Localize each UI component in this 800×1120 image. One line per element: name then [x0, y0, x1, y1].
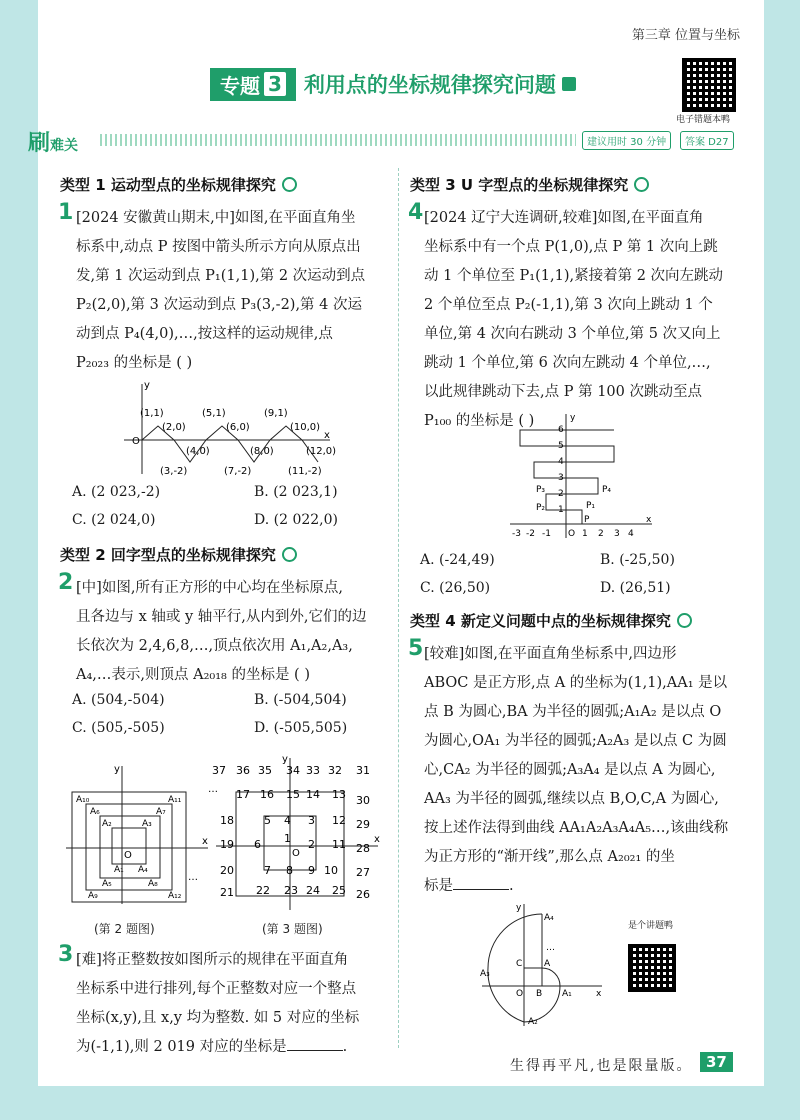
q3-number: 10 — [324, 864, 338, 877]
q2-option-c[interactable]: C. (505,-505) — [72, 720, 165, 736]
q2-option-b[interactable]: B. (-504,504) — [254, 692, 347, 708]
q3-number: 37 — [212, 764, 226, 777]
type-3-label: 类型 3 U 字型点的坐标规律探究 — [410, 176, 629, 194]
q3-num: 3 — [58, 942, 74, 967]
q2-line: A₄,…表示,则顶点 A₂₀₁₈ 的坐标是 ( ) — [76, 667, 310, 683]
q2-vertex-label: A₉ — [88, 891, 98, 901]
q3-number: 19 — [220, 838, 234, 851]
q1-pt-label: (12,0) — [306, 446, 337, 457]
q3-number: 33 — [306, 764, 320, 777]
q3-number: 5 — [264, 814, 271, 827]
q5-point-label: B — [536, 989, 543, 999]
q4-point-label: P₃ — [536, 485, 546, 495]
q5-point-label: A₁ — [562, 989, 572, 999]
target-icon — [282, 547, 297, 562]
q1-pt-label: (5,1) — [202, 408, 226, 419]
q1-pt-label: (8,0) — [250, 446, 274, 457]
q3-number — [58, 942, 73, 967]
q3-x: x — [374, 834, 380, 845]
q3-number: 4 — [284, 814, 291, 827]
q5-origin: O — [516, 989, 524, 999]
q4-figure — [506, 410, 656, 540]
puzzle-icon — [562, 77, 576, 91]
q2-vertex-label: A₅ — [102, 879, 112, 889]
q5-y: y — [516, 903, 522, 913]
q2-num: 2 — [58, 570, 74, 595]
q1-pt-label: (11,-2) — [288, 466, 322, 477]
q2-figure — [62, 762, 212, 912]
topic-number: 3 — [264, 72, 286, 96]
q2-vertex-label: A₈ — [148, 879, 158, 889]
q5-point-label: C — [516, 959, 523, 969]
q4-tick: 4 — [628, 529, 634, 539]
type-4-label: 类型 4 新定义问题中点的坐标规律探究 — [410, 612, 671, 630]
q3-number: 8 — [286, 864, 293, 877]
q5-line: AA₃ 为半径的圆弧,继续以点 B,O,C,A 为圆心, — [424, 791, 719, 807]
q5-line: 为圆心,OA₁ 为半径的圆弧;A₂A₃ 是以点 C 为圆 — [424, 733, 727, 749]
q4-tick: 3 — [558, 473, 564, 483]
q5-text — [424, 640, 750, 901]
q4-line: 动 1 个单位至 P₁(1,1),紧接着第 2 次向左跳动 — [424, 268, 724, 284]
q2-vertex-label: A₁₁ — [168, 795, 182, 805]
q4-tick: -3 — [512, 529, 521, 539]
q3-line: 为(-1,1),则 2 019 对应的坐标是 — [76, 1039, 287, 1055]
footer-bar — [0, 1086, 800, 1120]
q3-number: 35 — [258, 764, 272, 777]
q2-y: y — [114, 764, 120, 775]
q1-line: 动到点 P₄(4,0),…,按这样的运动规律,点 — [76, 326, 333, 342]
q2-vertex-label: A₆ — [90, 807, 100, 817]
type-2-label: 类型 2 回字型点的坐标规律探究 — [60, 546, 276, 564]
q3-number: 32 — [328, 764, 342, 777]
q2-number — [58, 570, 73, 595]
q3-number: 26 — [356, 888, 370, 901]
topic-tag — [210, 68, 296, 101]
q3-last-line: 为(-1,1),则 2 019 对应的坐标是 . — [76, 1033, 388, 1062]
q2-origin: O — [124, 850, 132, 861]
q5-line: 标是 — [424, 878, 453, 894]
qr-code-icon[interactable] — [682, 58, 736, 112]
q2-caption: (第 2 题图) — [94, 922, 155, 936]
column-divider — [398, 168, 399, 1048]
q4-tick: 5 — [558, 441, 564, 451]
q1-pt-label: (9,1) — [264, 408, 288, 419]
brush-main: 刷 — [28, 131, 51, 156]
q2-vertex-label: A₇ — [156, 807, 166, 817]
q3-number: 17 — [236, 788, 250, 801]
q4-tick: 2 — [558, 489, 564, 499]
chapter-header: 第三章 位置与坐标 — [631, 28, 740, 43]
q5-point-label: A₃ — [480, 969, 490, 979]
q3-number: 3 — [308, 814, 315, 827]
q3-text — [76, 946, 388, 1062]
q3-number: 15 — [286, 788, 300, 801]
topic-title-text: 利用点的坐标规律探究问题 — [303, 73, 556, 97]
target-icon — [677, 613, 692, 628]
q3-number: 12 — [332, 814, 346, 827]
q2-line: 且各边与 x 轴或 y 轴平行,从内到外,它们的边 — [76, 609, 367, 625]
q2-vertex-label: A₁₀ — [76, 795, 90, 805]
q1-num: 1 — [58, 200, 74, 225]
q2-vertex-label: A₁₂ — [168, 891, 182, 901]
q1-line: 发,第 1 次运动到点 P₁(1,1),第 2 次运动到点 — [76, 268, 366, 284]
q3-number: 14 — [306, 788, 320, 801]
q2-vertex-label: A₁ — [114, 865, 124, 875]
q3-ellipsis: … — [208, 784, 218, 795]
q3-number: 27 — [356, 866, 370, 879]
q4-line: P₁₀₀ 的坐标是 ( ) — [424, 413, 535, 429]
q1-option-d[interactable]: D. (2 022,0) — [254, 512, 338, 528]
q2-option-d[interactable]: D. (-505,505) — [254, 720, 348, 736]
q5-figure — [476, 900, 606, 1030]
q4-point-label: P — [584, 515, 590, 525]
type-4-heading — [410, 610, 692, 631]
q5-line: 为正方形的“渐开线”,那么点 A₂₀₂₁ 的坐 — [424, 849, 675, 865]
q2-option-a[interactable]: A. (504,-504) — [72, 692, 165, 708]
footer-motto: 生得再平凡,也是限量版。 — [510, 1058, 693, 1074]
q3-number: 9 — [308, 864, 315, 877]
q1-line: 标系中,动点 P 按图中箭头所示方向从原点出 — [76, 239, 361, 255]
q4-origin: O — [568, 529, 576, 539]
q3-number: 30 — [356, 794, 370, 807]
q3-number: 23 — [284, 884, 298, 897]
q3-number: 16 — [260, 788, 274, 801]
type-1-label: 类型 1 运动型点的坐标规律探究 — [60, 176, 276, 194]
q2-ellipsis: … — [188, 872, 198, 883]
q3-number: 34 — [286, 764, 300, 777]
q3-number: 36 — [236, 764, 250, 777]
q3-number: 1 — [284, 832, 291, 845]
q1-text — [76, 204, 388, 378]
q2-line: 长依次为 2,4,6,8,…,顶点依次用 A₁,A₂,A₃, — [76, 638, 353, 654]
q5-line: ABOC 是正方形,点 A 的坐标为(1,1),AA₁ 是以 — [424, 675, 728, 691]
decor-stripe — [100, 134, 576, 146]
q1-option-c[interactable]: C. (2 024,0) — [72, 512, 156, 528]
q3-caption: (第 3 题图) — [262, 922, 323, 936]
q2-vertex-label: A₃ — [142, 819, 152, 829]
q4-tick: 1 — [582, 529, 588, 539]
type-1-heading — [60, 174, 297, 195]
q3-number: 7 — [264, 864, 271, 877]
q4-point-label: P₄ — [602, 485, 612, 495]
q4-tick: -1 — [542, 529, 551, 539]
q4-line: 跳动 1 个单位,第 6 次向左跳动 4 个单位,…, — [424, 355, 711, 371]
q5-x: x — [596, 989, 602, 999]
q3-line: 坐标(x,y),且 x,y 均为整数. 如 5 对应的坐标 — [76, 1010, 360, 1026]
q1-option-a[interactable]: A. (2 023,-2) — [72, 484, 161, 500]
q1-option-b[interactable]: B. (2 023,1) — [254, 484, 338, 500]
brush-sub: 难关 — [50, 138, 79, 154]
q3-line: [难]将正整数按如图所示的规律在平面直角 — [76, 952, 349, 968]
q4-line: 2 个单位至点 P₂(-1,1),第 3 次向上跳动 1 个 — [424, 297, 713, 313]
q1-line: [2024 安徽黄山期末,中]如图,在平面直角坐 — [76, 210, 356, 226]
q1-pt-label: (1,1) — [140, 408, 164, 419]
q4-y: y — [570, 413, 576, 423]
q3-answer-blank[interactable] — [287, 1036, 343, 1051]
q1-line: P₂₀₂₃ 的坐标是 ( ) — [76, 355, 193, 371]
q3-number: 11 — [332, 838, 346, 851]
q5-point-label: A — [544, 959, 551, 969]
q3-number: 22 — [256, 884, 270, 897]
q5-number — [408, 636, 423, 661]
q1-pt-label: (6,0) — [226, 422, 250, 433]
q5-line: 点 B 为圆心,BA 为半径的圆弧;A₁A₂ 是以点 O — [424, 704, 722, 720]
q1-pt-label: (7,-2) — [224, 466, 252, 477]
q1-origin: O — [132, 436, 140, 447]
q4-line: 以此规律跳动下去,点 P 第 100 次跳动至点 — [424, 384, 702, 400]
q5-line: [较难]如图,在平面直角坐标系中,四边形 — [424, 646, 677, 662]
q4-option-c[interactable]: C. (26,50) — [420, 580, 491, 596]
q4-x: x — [646, 515, 652, 525]
q1-y: y — [144, 380, 150, 391]
q2-text — [76, 574, 388, 690]
q4-tick: 6 — [558, 425, 564, 435]
target-icon — [634, 177, 649, 192]
q4-tick: 1 — [558, 505, 564, 515]
q1-pt-label: (2,0) — [162, 422, 186, 433]
q4-line: 坐标系中有一个点 P(1,0),点 P 第 1 次向上跳 — [424, 239, 718, 255]
page-number: 37 — [700, 1052, 733, 1072]
type-2-heading — [60, 544, 297, 565]
q3-number: 6 — [254, 838, 261, 851]
q1-line: P₂(2,0),第 3 次运动到点 P₃(3,-2),第 4 次运 — [76, 297, 362, 313]
q3-number: 20 — [220, 864, 234, 877]
q4-line: 单位,第 4 次向右跳动 3 个单位,第 5 次又向上 — [424, 326, 721, 342]
topic-title — [210, 68, 576, 100]
q4-text — [424, 204, 750, 436]
q5-ellipsis: … — [546, 943, 555, 953]
type-3-heading — [410, 174, 649, 195]
q3-number: 24 — [306, 884, 320, 897]
q4-num: 4 — [408, 200, 424, 225]
topic-tag-label: 专题 — [220, 73, 260, 98]
q4-point-label: P₁ — [586, 501, 596, 511]
answer-ref: 答案 D27 — [680, 131, 734, 150]
q5-last-line: 标是 . — [424, 872, 750, 901]
q3-number: 18 — [220, 814, 234, 827]
q3-number: 28 — [356, 842, 370, 855]
qr-label-2: 是个讲题鸭 — [628, 921, 674, 931]
q4-tick: 4 — [558, 457, 564, 467]
q4-tick: 2 — [598, 529, 604, 539]
q1-figure — [110, 378, 340, 478]
q3-number: 25 — [332, 884, 346, 897]
q4-option-b[interactable]: B. (-25,50) — [600, 552, 675, 568]
q4-option-d[interactable]: D. (26,51) — [600, 580, 671, 596]
q1-pt-label: (10,0) — [290, 422, 321, 433]
q4-tick: -2 — [526, 529, 535, 539]
target-icon — [282, 177, 297, 192]
q3-line: 坐标系中进行排列,每个正整数对应一个整点 — [76, 981, 357, 997]
q4-line: [2024 辽宁大连调研,较难]如图,在平面直角 — [424, 210, 704, 226]
q4-number — [408, 200, 423, 225]
q1-x: x — [324, 430, 330, 441]
q1-number — [58, 200, 73, 225]
q5-point-label: A₄ — [544, 913, 554, 923]
q1-pt-label: (3,-2) — [160, 466, 188, 477]
q3-number: 2 — [308, 838, 315, 851]
q3-number: 21 — [220, 886, 234, 899]
q5-line: 心,CA₂ 为半径的圆弧;A₃A₄ 是以点 A 为圆心, — [424, 762, 716, 778]
q3-origin: O — [292, 848, 300, 859]
q2-vertex-label: A₂ — [102, 819, 112, 829]
q3-figure — [206, 752, 386, 912]
q4-option-a[interactable]: A. (-24,49) — [420, 552, 495, 568]
q2-line: [中]如图,所有正方形的中心均在坐标原点, — [76, 580, 344, 596]
section-brush — [28, 126, 78, 157]
q5-point-label: A₂ — [528, 1017, 538, 1027]
q2-vertex-label: A₄ — [138, 865, 148, 875]
qr-code-icon[interactable] — [628, 944, 676, 992]
q3-number: 31 — [356, 764, 370, 777]
q4-point-label: P₂ — [536, 503, 546, 513]
q5-num: 5 — [408, 636, 424, 661]
suggested-time: 建议用时 30 分钟 — [582, 131, 671, 150]
q3-y: y — [282, 754, 288, 765]
q5-line: 按上述作法得到曲线 AA₁A₂A₃A₄A₅…,该曲线称 — [424, 820, 729, 836]
q5-answer-blank[interactable] — [453, 875, 509, 890]
q4-tick: 3 — [614, 529, 620, 539]
q3-number: 29 — [356, 818, 370, 831]
q1-pt-label: (4,0) — [186, 446, 210, 457]
qr-label: 电子错题本鸭 — [676, 115, 731, 125]
q3-number: 13 — [332, 788, 346, 801]
q2-x: x — [202, 836, 208, 847]
